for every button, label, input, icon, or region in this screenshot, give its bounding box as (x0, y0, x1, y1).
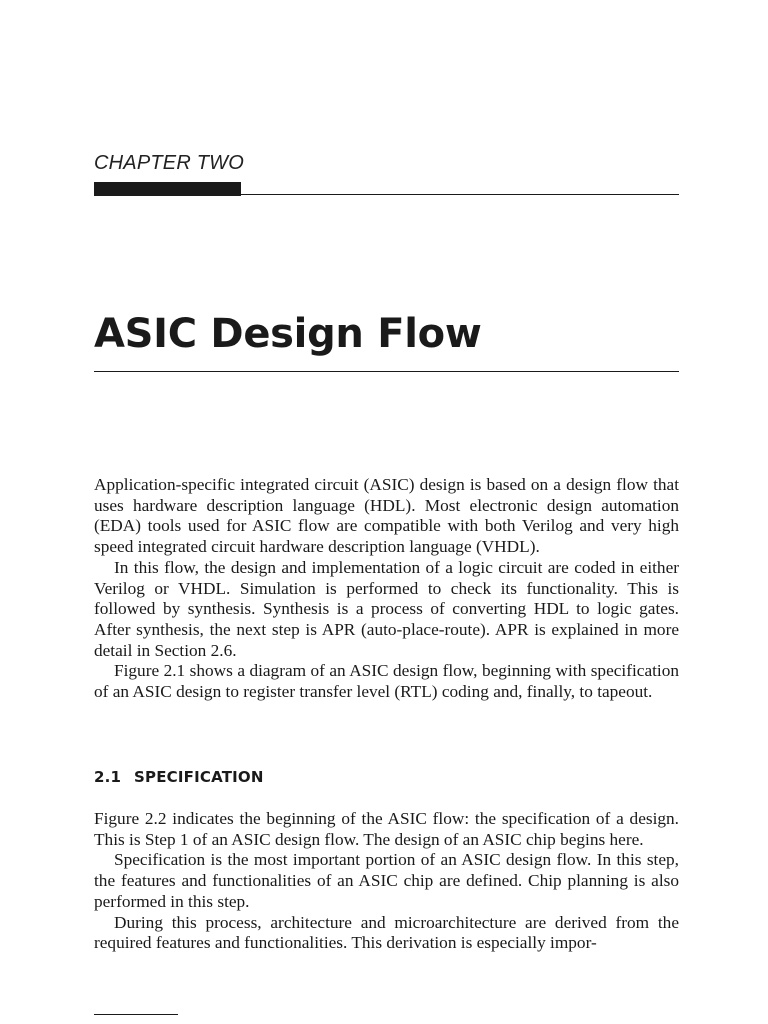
section-heading (94, 768, 264, 786)
footnote-rule (94, 1014, 178, 1015)
intro-paragraph: In this flow, the design and implementation of a logic circuit are coded in either Verilog or VHDL. Simulation is performed to check its functionality. This is followed by synthesis. Synthesis is a process of converting HDL to logic gates. After synthesis, the next step is APR (auto-place-route). APR is explained in more detail in Section 2.6. (94, 557, 679, 660)
chapter-title: ASIC Design Flow (94, 311, 482, 357)
section-paragraph: Specification is the most important portion of an ASIC design flow. In this step, the features and functionalities of an ASIC chip are defined. Chip planning is also performed in this step. (94, 850, 679, 911)
section-text (94, 809, 679, 954)
section-paragraph: During this process, architecture and microarchitecture are derived from the required features and functionalities. This derivation is especially impor- (94, 912, 679, 953)
section-number: 2.1 (94, 768, 122, 786)
section-paragraph: Figure 2.2 indicates the beginning of the ASIC flow: the specification of a design. This is Step 1 of an ASIC design flow. The design of an ASIC chip begins here. (94, 809, 679, 849)
chapter-rule (94, 194, 679, 195)
section-title: SPECIFICATION (134, 768, 264, 786)
intro-paragraph: Figure 2.1 shows a diagram of an ASIC design flow, beginning with specification of an ASIC design to register transfer level (RTL) coding and, finally, to tapeout. (94, 661, 679, 702)
title-rule (94, 371, 679, 372)
intro-text (94, 475, 679, 703)
chapter-label: CHAPTER TWO (94, 152, 244, 174)
intro-paragraph: Application-specific integrated circuit (ASIC) design is based on a design flow that uses hardware description language (HDL). Most electronic design automation (EDA) tools used for ASIC flow are compatible with both Verilog and very high speed integrated circuit hardware description language (VHDL). (94, 475, 679, 557)
